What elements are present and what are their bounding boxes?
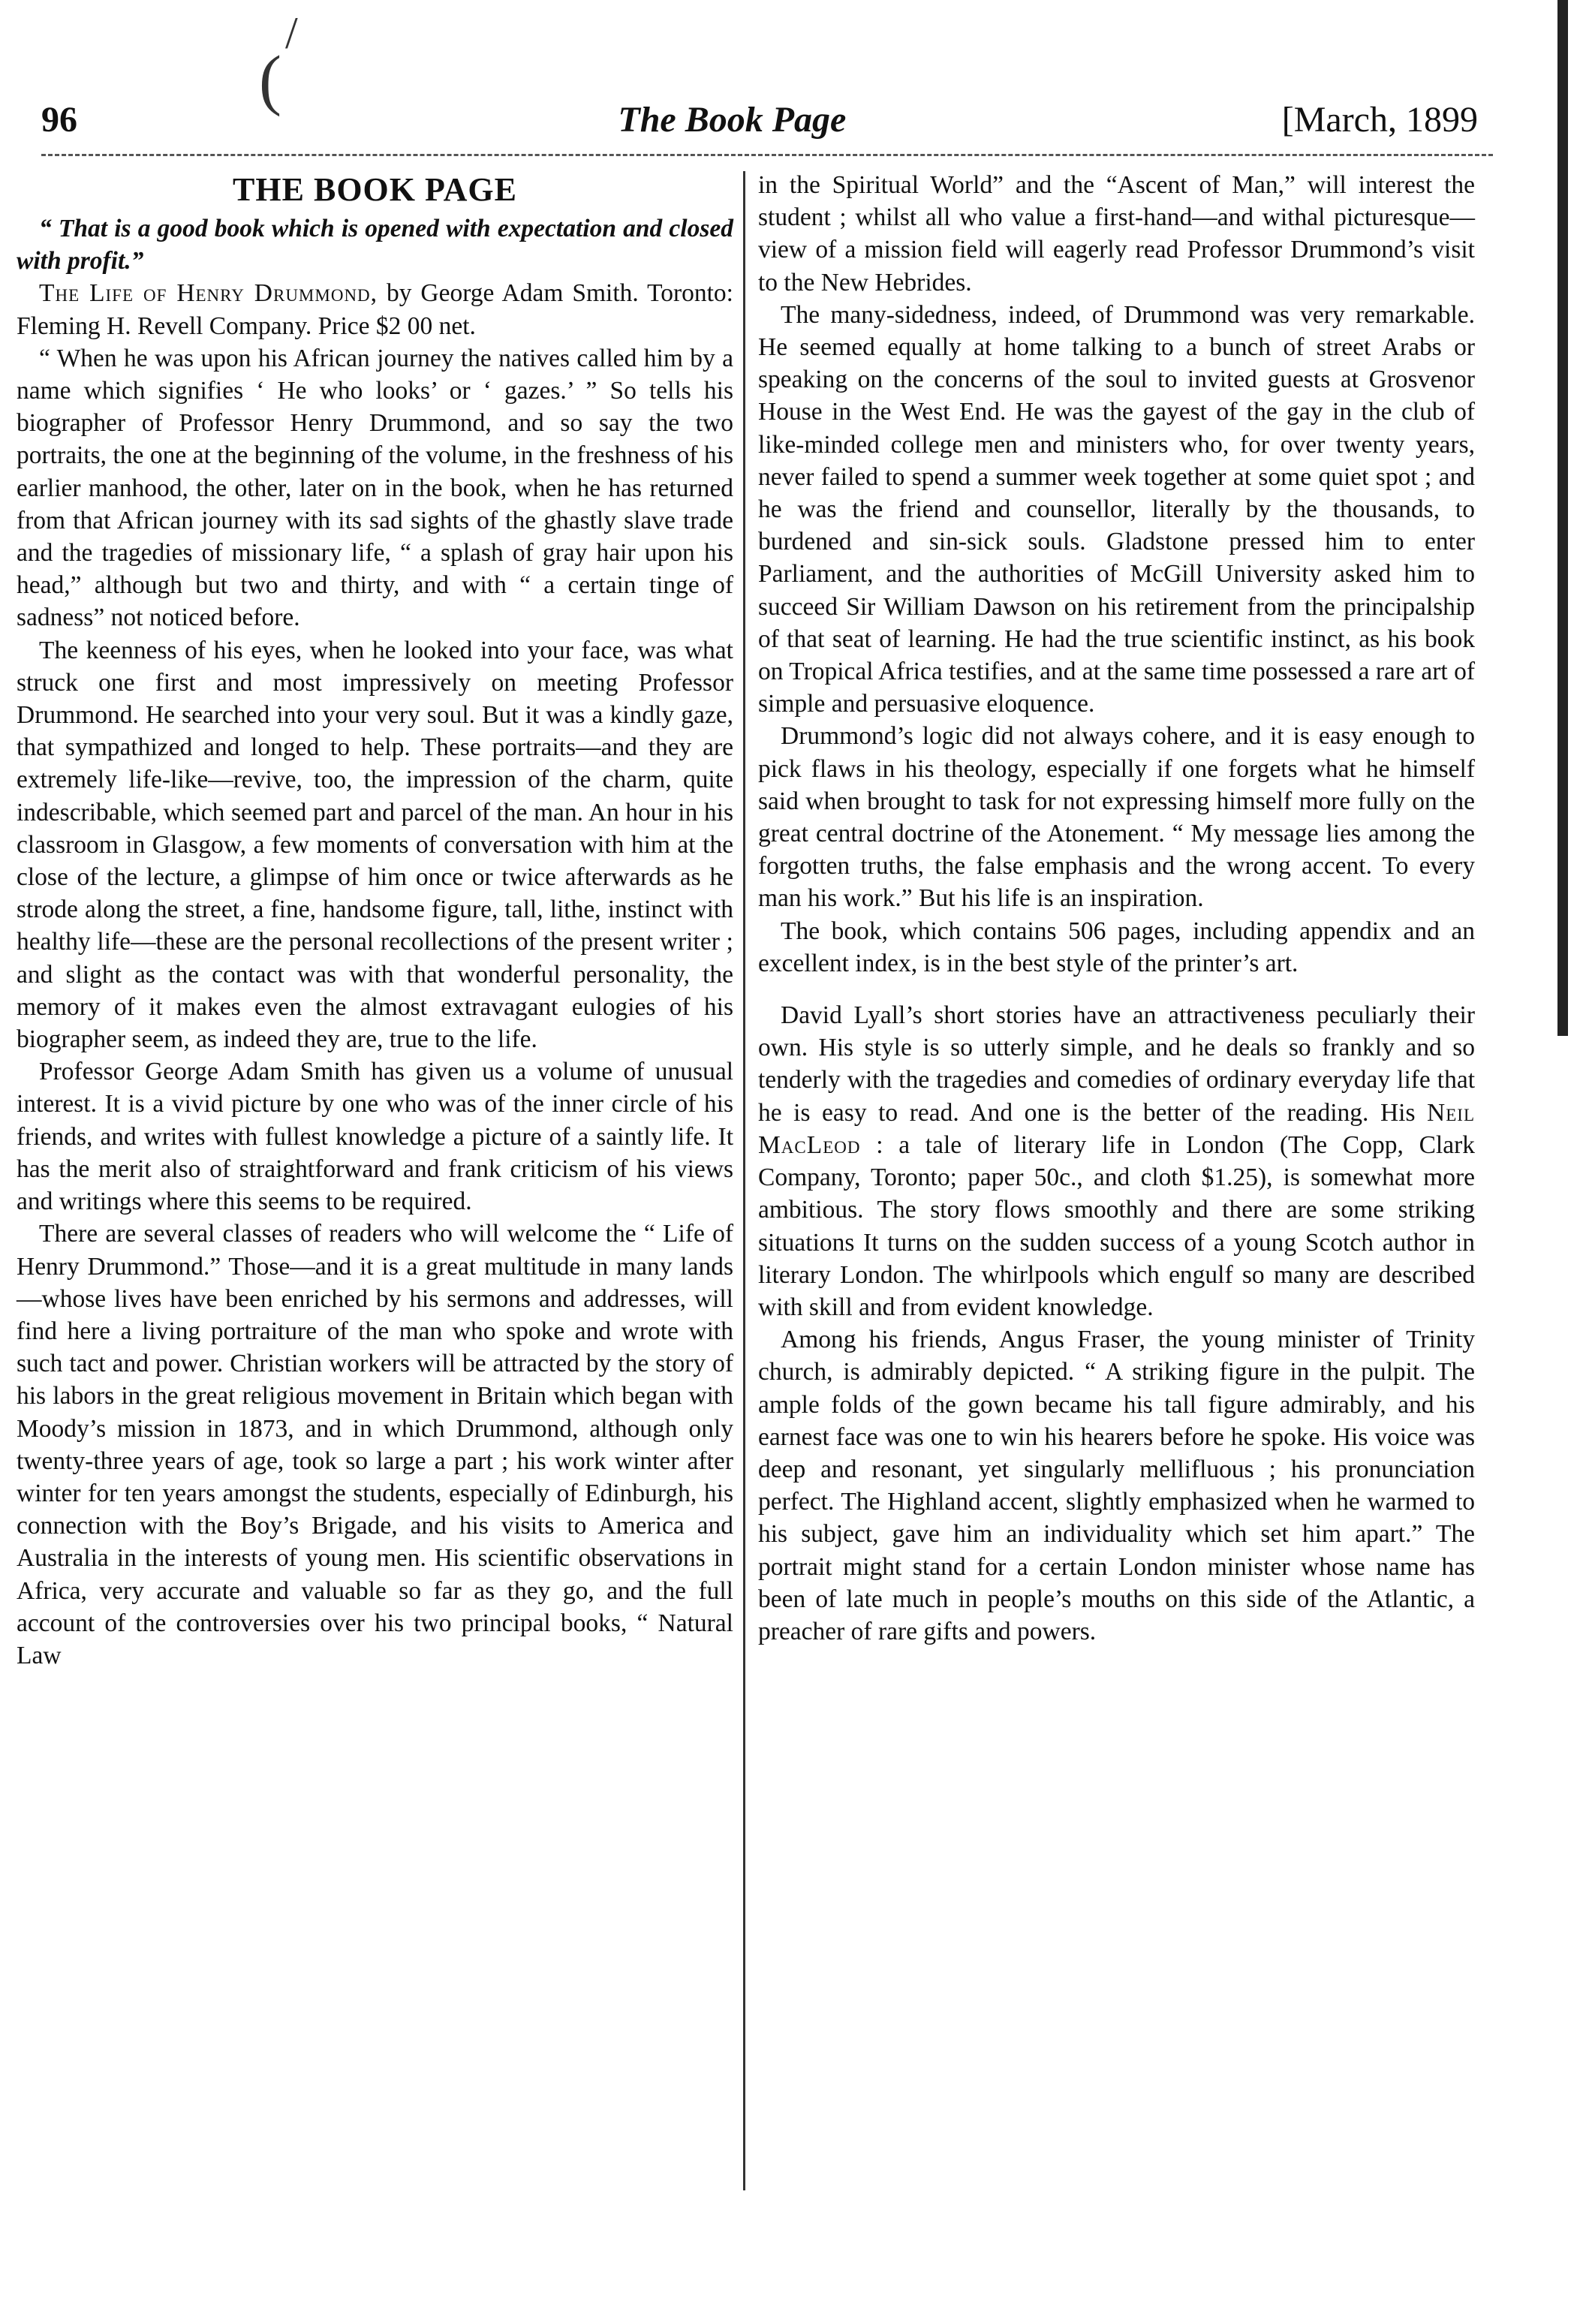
running-header xyxy=(41,99,1478,152)
column-divider xyxy=(743,171,745,2190)
paragraph: “ When he was upon his African journey the natives called him by a name which signifies ‘ He who looks’ or ‘ gazes.’ ” So tells his biographer of Professor Henry Drummond, and so say the two portraits, the one at the beginning of the volume, in the freshness of his earlier manhood, the other, later on in the book, when he has returned from that African journey with its sad sights of the ghastly slave trade and the tragedies of missionary life, “ a splash of gray hair upon his head,” although but two and thirty, and with “ a certain tinge of sadness” not noticed before. xyxy=(17,344,733,632)
paragraph: The book, which contains 506 pages, including appendix and an excellent index, is in the best style of the printer’s art. xyxy=(758,917,1475,977)
paragraph: Drummond’s logic did not always cohere, and it is easy enough to pick flaws in his theology, especially if one forgets what he himself said when brought to task for not expressing himself more fully on the great central doctrine of the Atonement. “ My message lies among the forgotten truths, the false emphasis and the wrong accent. To every man his work.” But his life is an inspiration. xyxy=(758,722,1475,913)
header-rule xyxy=(41,154,1493,156)
lyall-book-title: Neil MacLeod xyxy=(758,1098,1475,1159)
paragraph: The keenness of his eyes, when he looked into your face, was what struck one first and most impressively on meeting Professor Drummond. He searched into your very soul. But it was a kindly gaze, that sympathized and longed to help. These portraits—and they are extremely life-like—revive, too, the impression of the charm, quite indescribable, which seemed part and parcel of the man. An hour in his classroom in Glasgow, a few moments of conversation with him at the close of the lecture, a glimpse of him once or twice afterwards as he strode along the street, a fine, handsome figure, tall, lithe, instinct with healthy life—these are the personal recollections of the present writer ; and slight as the contact was with that wonderful personality, the memory of it makes even the almost extravagant eulogies of his biographer seem, as indeed they are, true to the life. xyxy=(17,636,733,1054)
left-column xyxy=(17,169,733,1672)
margin-mark: / xyxy=(285,8,298,58)
review-citation xyxy=(17,277,733,342)
review-publication-details: by George Adam Smith. Toronto: Fleming H. Revell Company. Price $2 00 net. xyxy=(17,279,733,340)
issue-date: [March, 1899 xyxy=(1281,100,1478,140)
lyall-intro: David Lyall’s short stories have an attractiveness peculiarly their own. His style is so utterly simple, and he deals so frankly and so tenderly with the tragedies and comedies of ordinary everyday life that he is easy to read. And one is the better of the reading. His xyxy=(758,1001,1475,1127)
page-edge-shadow xyxy=(1557,0,1568,1036)
paragraph: in the Spiritual World” and the “Ascent of Man,” will interest the student ; whilst all who value a first-hand—and withal picturesque—view of a mission field will eagerly read Professor Drummond’s visit to the New Hebrides. xyxy=(758,171,1475,297)
page-number: 96 xyxy=(41,100,77,140)
paragraph: Among his friends, Angus Fraser, the young minister of Trinity church, is admirably depicted. “ A striking figure in the pulpit. The ample folds of the gown became his tall figure admirably, and his earnest face was one to win his hearers before he spoke. His voice was deep and resonant, yet singularly mellifluous ; his pronunciation perfect. The Highland accent, slightly emphasized when he warmed to his subject, gave him an individuality which set him apart.” The portrait might stand for a certain London minister whose name has been of late much in people’s mouths on this side of the Atlantic, a preacher of rare gifts and powers. xyxy=(758,1326,1475,1645)
right-column xyxy=(758,169,1475,1648)
paragraph: The many-sidedness, indeed, of Drummond was very remarkable. He seemed equally at home talking to a bunch of street Arabs or speaking on the concerns of the soul to invited guests at Grosvenor House in the West End. He was the gayest of the gay in the club of like-minded college men and ministers who, for over twenty years, never failed to spend a summer week together at some quiet spot ; and he was the friend and counsellor, literally by the thousands, to burdened and sin-sick souls. Gladstone pressed him to enter Parliament, and the authorities of McGill University asked him to succeed Sir William Dawson on his retirement from the principalship of that seat of learning. He had the true scientific instinct, as his book on Tropical Africa testifies, and at the same time possessed a rare art of simple and persuasive eloquence. xyxy=(758,300,1475,718)
margin-mark: ( xyxy=(259,43,281,117)
paragraph: Professor George Adam Smith has given us a volume of unusual interest. It is a vivid picture by one who was of the inner circle of his friends, and writes with fullest knowledge a picture of a saintly life. It has the merit also of straightforward and frank criticism of his views and writings where this seems to be required. xyxy=(17,1058,733,1216)
review-book-title: The Life of Henry Drummond, xyxy=(39,279,378,308)
lyall-details: : a tale of literary life in London (The Copp, Clark Company, Toronto; paper 50c., and cloth $1.25), is somewhat more ambitious. The story flows smoothly and there are some striking situations It turns on the sudden success of a young Scotch author in literary London. The whirlpools which engulf so many are described with skill and from evident knowledge. xyxy=(758,1130,1475,1321)
paragraph: There are several classes of readers who will welcome the “ Life of Henry Drummond.” Those—and it is a great multitude in many lands —whose lives have been enriched by his sermons and addresses, will find here a living portraiture of the man who spoke and wrote with such tact and power. Christian workers will be attracted by the story of his labors in the great religious movement in Britain which began with Moody’s mission in 1873, and in which Drummond, although only twenty-three years of age, took so large a part ; his work winter after winter for ten years amongst the students, especially of Edinburgh, his connection with the Boy’s Brigade, and his visits to America and Australia in the interests of young men. His scientific observations in Africa, very accurate and valuable so far as they go, and the full account of the controversies over his two principal books, “ Natural Law xyxy=(17,1220,733,1669)
publication-title: The Book Page xyxy=(618,100,847,140)
lyall-review xyxy=(758,999,1475,1323)
section-title: THE BOOK PAGE xyxy=(233,171,517,208)
motto: “ That is a good book which is opened with expectation and closed with profit.” xyxy=(17,215,733,275)
